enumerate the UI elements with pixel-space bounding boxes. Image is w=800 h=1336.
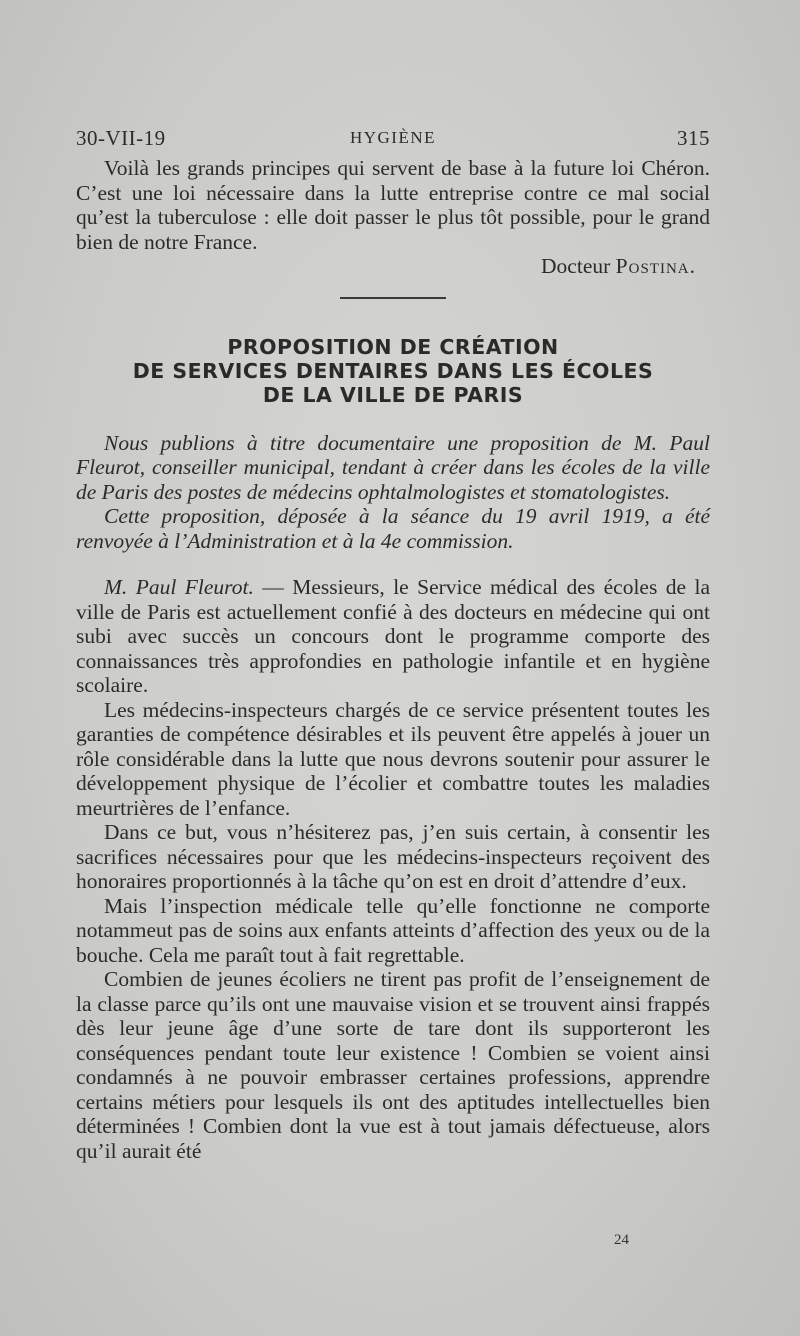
editorial-intro (76, 431, 710, 554)
text-block (76, 156, 710, 1163)
intro-paragraph: Cette proposition, déposée à la séance du 19 avril 1919, a été renvoyée à l’Administration et à la 4e commission. (76, 504, 710, 553)
speech-text: — Messieurs, le Service médical des écoles de la ville de Paris est actuellement confié à des docteurs en médecine qui ont subi avec succès un concours dont le programme comporte des connaissances très approfondies en pathologie infantile et en hygiène scolaire. (76, 575, 711, 697)
intro-paragraph: Nous publions à titre documentaire une proposition de M. Paul Fleurot, conseiller municipal, tendant à créer dans les écoles de la ville de Paris des postes de médecins ophtalmologistes et stomatologistes. (76, 430, 710, 504)
journal-title: HYGIÈNE (349, 128, 437, 147)
running-head (76, 126, 710, 152)
speaker-name: M. Paul Fleurot. (104, 575, 254, 599)
article-title-line: DE LA VILLE DE PARIS (262, 382, 524, 407)
signature-mark: 24 (614, 1232, 629, 1248)
speech-paragraph: Dans ce but, vous n’hésiterez pas, j’en suis certain, à consentir les sacrifices nécessaires pour que les médecins-inspecteurs reçoivent des honoraires proportionnés à la tâche qu’on est en droit d’attendre d’eux. (76, 820, 710, 893)
signature-prefix: Docteur (541, 254, 611, 278)
page-number-top: 315 (677, 126, 710, 150)
speech-paragraph (76, 575, 710, 698)
speech-paragraph: Combien de jeunes écoliers ne tirent pas profit de l’enseignement de la classe parce qu’ils ont une mauvaise vision et se trouvent ainsi frappés dès leur jeune âge d’une sorte de tare dont ils supporteront les conséquences pendant toute leur existence ! Combien se voient ainsi condamnés à ne pouvoir embrasser certaines professions, apprendre certains métiers pour lesquels ils ont des aptitudes intellectuelles bien déterminées ! Combien dont la vue est à tout jamais défectueuse, alors qu’il aurait été (76, 967, 710, 1163)
opening-paragraph: Voilà les grands principes qui servent de base à la future loi Chéron. C’est une loi nécessaire dans la lutte entreprise contre ce mal social qu’est la tuberculose : elle doit passer le plus tôt possible, pour le grand bien de notre France. (76, 156, 710, 254)
article-title (76, 335, 710, 407)
speech-paragraph: Les médecins-inspecteurs chargés de ce service présentent toutes les garanties de compétence désirables et ils peuvent être appelés à jouer un rôle considérable dans la lutte que nous devrons soutenir pour assurer le développement physique de l’écolier et combattre toutes les maladies meurtrières de l’enfance. (76, 697, 710, 820)
speech-body (76, 575, 710, 1163)
issue-date: 30-VII-19 (76, 126, 166, 150)
speech-paragraph: Mais l’inspection médicale telle qu’elle fonctionne ne comporte notammeut pas de soins aux enfants atteints d’affection des yeux ou de la bouche. Cela me paraît tout à fait regrettable. (76, 893, 710, 967)
article-title-line: PROPOSITION DE CRÉATION (227, 334, 559, 359)
section-divider (340, 297, 446, 299)
author-signature (76, 254, 710, 279)
article-title-line: DE SERVICES DENTAIRES DANS LES ÉCOLES (132, 358, 654, 383)
signature-name: Postina. (615, 254, 696, 278)
